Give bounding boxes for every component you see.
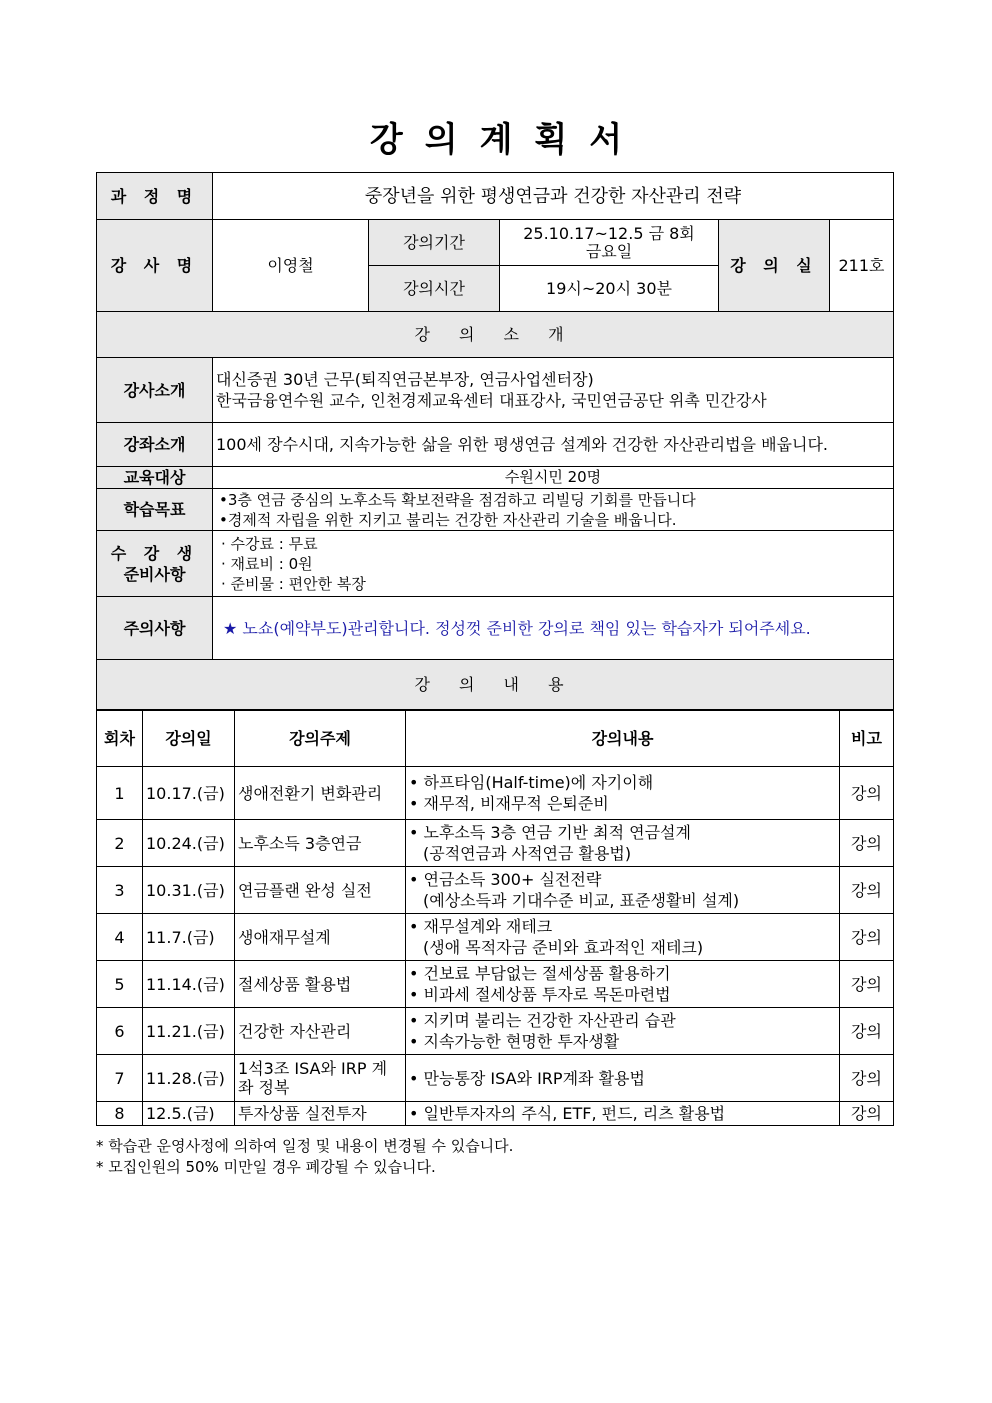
prep-label-line-2: 준비사항 <box>123 564 186 584</box>
row-content <box>406 820 840 867</box>
intro-section-header: 강 의 소 개 <box>97 312 894 358</box>
row-content <box>406 867 840 914</box>
goals-text <box>213 489 894 531</box>
row-no: 3 <box>97 867 143 914</box>
row-topic: 노후소득 3층연금 <box>235 820 406 867</box>
row-content-line: • 재무적, 비재무적 은퇴준비 <box>409 794 609 813</box>
table-row <box>97 914 894 961</box>
row-topic: 건강한 자산관리 <box>235 1008 406 1055</box>
prep-item: · 준비물 : 편안한 복장 <box>221 574 366 593</box>
table-row <box>97 1008 894 1055</box>
row-date: 10.31.(금) <box>143 867 235 914</box>
target-label: 교육대상 <box>97 467 213 489</box>
row-content-line: (예상소득과 기대수준 비교, 표준생활비 설계) <box>423 891 740 910</box>
row-topic: 생애전환기 변화관리 <box>235 767 406 820</box>
prep-item: · 재료비 : 0원 <box>221 554 313 573</box>
room-label: 강 의 실 <box>719 220 830 312</box>
row-content <box>406 914 840 961</box>
row-topic: 연금플랜 완성 실전 <box>235 867 406 914</box>
footnotes <box>96 1136 893 1178</box>
row-content <box>406 961 840 1008</box>
row-date: 10.24.(금) <box>143 820 235 867</box>
row-no: 7 <box>97 1055 143 1102</box>
goal-item: •경제적 자립을 위한 지키고 불리는 건강한 자산관리 기술을 배웁니다. <box>219 510 677 529</box>
col-header-topic: 강의주제 <box>235 711 406 767</box>
row-content-line: • 재무설계와 재테크 <box>409 917 553 936</box>
content-section-header: 강 의 내 용 <box>97 660 894 710</box>
period-line-1: 25.10.17~12.5 금 8회 <box>523 223 695 243</box>
row-content-line: • 하프타임(Half-time)에 자기이해 <box>409 773 654 792</box>
instructor-intro-text <box>213 358 894 423</box>
target-value: 수원시민 20명 <box>213 467 894 489</box>
course-name: 중장년을 위한 평생연금과 건강한 자산관리 전략 <box>213 173 894 220</box>
instructor-name: 이영철 <box>213 220 369 312</box>
instructor-intro-line-1: 대신증권 30년 근무(퇴직연금본부장, 연금사업센터장) <box>216 370 594 389</box>
row-no: 6 <box>97 1008 143 1055</box>
row-no: 4 <box>97 914 143 961</box>
row-note: 강의 <box>840 767 894 820</box>
footnote: * 학습관 운영사정에 의하여 일정 및 내용이 변경될 수 있습니다. <box>96 1137 514 1155</box>
schedule-table <box>96 710 894 1126</box>
period-label: 강의기간 <box>369 220 500 266</box>
prep-label-line-1: 수 강 생 <box>110 543 199 563</box>
goals-label: 학습목표 <box>97 489 213 531</box>
row-date: 11.21.(금) <box>143 1008 235 1055</box>
prep-text <box>213 531 894 597</box>
instructor-label: 강 사 명 <box>97 220 213 312</box>
row-note: 강의 <box>840 1055 894 1102</box>
table-row <box>97 820 894 867</box>
goal-item: •3층 연금 중심의 노후소득 확보전략을 점검하고 리빌딩 기회를 만듭니다 <box>219 490 696 509</box>
row-note: 강의 <box>840 1102 894 1126</box>
row-topic: 생애재무설계 <box>235 914 406 961</box>
table-row <box>97 1055 894 1102</box>
row-date: 10.17.(금) <box>143 767 235 820</box>
row-note: 강의 <box>840 867 894 914</box>
row-topic: 투자상품 실전투자 <box>235 1102 406 1126</box>
table-row <box>97 867 894 914</box>
row-no: 1 <box>97 767 143 820</box>
period-line-2: 금요일 <box>585 241 633 261</box>
caution-label: 주의사항 <box>97 597 213 660</box>
prep-item: · 수강료 : 무료 <box>221 534 318 553</box>
col-header-no: 회차 <box>97 711 143 767</box>
table-row <box>97 1102 894 1126</box>
room-value: 211호 <box>830 220 894 312</box>
course-label: 과 정 명 <box>97 173 213 220</box>
footnote: * 모집인원의 50% 미만일 경우 폐강될 수 있습니다. <box>96 1158 436 1176</box>
row-content-line: • 연금소득 300+ 실전전략 <box>409 870 602 889</box>
row-date: 11.28.(금) <box>143 1055 235 1102</box>
instructor-intro-line-2: 한국금융연수원 교수, 인천경제교육센터 대표강사, 국민연금공단 위촉 민간강사 <box>216 391 767 410</box>
table-row <box>97 767 894 820</box>
row-note: 강의 <box>840 820 894 867</box>
col-header-date: 강의일 <box>143 711 235 767</box>
time-value: 19시~20시 30분 <box>500 266 719 312</box>
course-info-table <box>96 172 894 710</box>
time-label: 강의시간 <box>369 266 500 312</box>
caution-text: ★ 노쇼(예약부도)관리합니다. 정성껏 준비한 강의로 책임 있는 학습자가 되어주세요. <box>213 597 894 660</box>
row-date: 11.14.(금) <box>143 961 235 1008</box>
row-content-line: • 비과세 절세상품 투자로 목돈마련법 <box>409 985 671 1004</box>
page-title: 강의계획서 <box>369 120 645 160</box>
row-no: 5 <box>97 961 143 1008</box>
row-content-line: • 지키며 불리는 건강한 자산관리 습관 <box>409 1011 676 1030</box>
row-content <box>406 767 840 820</box>
row-note: 강의 <box>840 914 894 961</box>
prep-label <box>97 531 213 597</box>
row-content: • 만능통장 ISA와 IRP계좌 활용법 <box>406 1055 840 1102</box>
row-date: 12.5.(금) <box>143 1102 235 1126</box>
col-header-note: 비고 <box>840 711 894 767</box>
row-note: 강의 <box>840 1008 894 1055</box>
row-topic: 1석3조 ISA와 IRP 계좌 정복 <box>235 1055 406 1102</box>
row-content-line: (공적연금과 사적연금 활용법) <box>423 844 632 863</box>
row-content-line: (생애 목적자금 준비와 효과적인 재테크) <box>423 938 704 957</box>
col-header-content: 강의내용 <box>406 711 840 767</box>
row-date: 11.7.(금) <box>143 914 235 961</box>
course-intro-text: 100세 장수시대, 지속가능한 삶을 위한 평생연금 설계와 건강한 자산관리법을 배웁니다. <box>213 423 894 467</box>
period-value <box>500 220 719 266</box>
row-note: 강의 <box>840 961 894 1008</box>
course-intro-label: 강좌소개 <box>97 423 213 467</box>
row-no: 8 <box>97 1102 143 1126</box>
row-content <box>406 1008 840 1055</box>
row-topic: 절세상품 활용법 <box>235 961 406 1008</box>
row-content-line: • 지속가능한 현명한 투자생활 <box>409 1032 620 1051</box>
row-no: 2 <box>97 820 143 867</box>
table-row <box>97 961 894 1008</box>
row-content: • 일반투자자의 주식, ETF, 펀드, 리츠 활용법 <box>406 1102 840 1126</box>
row-content-line: • 건보료 부담없는 절세상품 활용하기 <box>409 964 671 983</box>
row-content-line: • 노후소득 3층 연금 기반 최적 연금설계 <box>409 823 691 842</box>
instructor-intro-label: 강사소개 <box>97 358 213 423</box>
